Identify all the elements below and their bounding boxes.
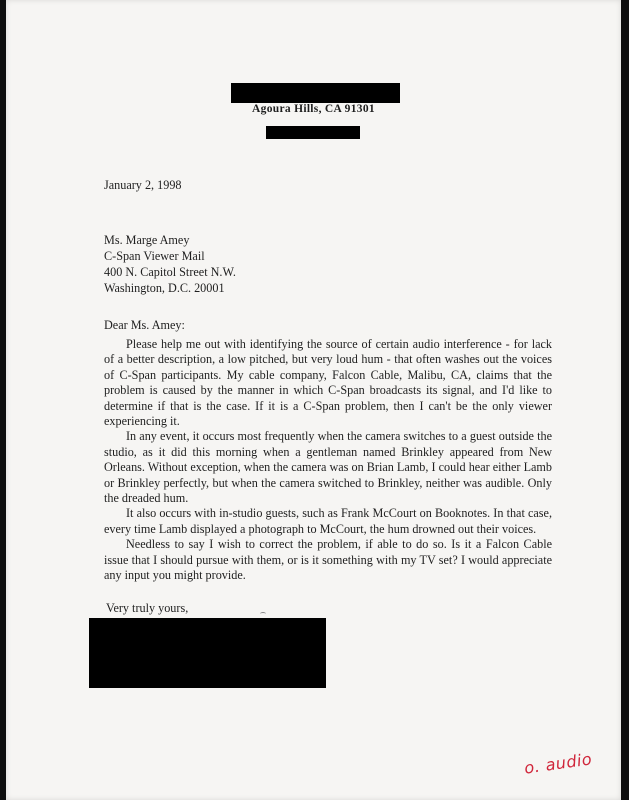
handwritten-annotation: o. audio (523, 749, 594, 778)
recipient-line: 400 N. Capitol Street N.W. (104, 265, 236, 279)
recipient-line: Washington, D.C. 20001 (104, 281, 225, 295)
body-paragraph: In any event, it occurs most frequently when the camera switches to a guest outside the studio, as it did this morning when a gentleman named Brinkley appeared from New Orleans. Without exception, when the camera was on Brian Lamb, I could hear either Lamb or Brinkley perfectly, but when the camera switched to Brinkley, neither was audible. Only the dreaded hum. (104, 429, 552, 506)
recipient-line: Ms. Marge Amey (104, 233, 190, 247)
redacted-signature-block (89, 618, 326, 688)
closing: Very truly yours, (106, 601, 189, 615)
redacted-phone-block (266, 126, 360, 139)
redacted-name-block (231, 83, 400, 103)
salutation: Dear Ms. Amey: (104, 318, 185, 332)
sender-address: Agoura Hills, CA 91301 (252, 103, 375, 115)
pen-mark (260, 612, 266, 616)
letter-page (6, 0, 621, 800)
body-paragraph: Please help me out with identifying the source of certain audio interference - for lack of a better description, a low pitched, but very loud hum - that often washes out the voices of C-Span participants. My cable company, Falcon Cable, Malibu, CA, claims that the problem is caused by the manner in which C-Span broadcasts its signal, and I'd like to determine if that is the case. If it is a C-Span problem, then I can't be the only viewer experiencing it. (104, 337, 552, 429)
recipient-address (104, 232, 236, 296)
letter-body (104, 337, 552, 584)
recipient-line: C-Span Viewer Mail (104, 249, 205, 263)
letter-date: January 2, 1998 (104, 178, 182, 192)
body-paragraph: Needless to say I wish to correct the problem, if able to do so. Is it a Falcon Cable issue that I should pursue with them, or is it something with my TV set? I would appreciate any input you might provide. (104, 537, 552, 583)
body-paragraph: It also occurs with in-studio guests, such as Frank McCourt on Booknotes. In that case, every time Lamb displayed a photograph to McCourt, the hum drowned out their voices. (104, 506, 552, 536)
